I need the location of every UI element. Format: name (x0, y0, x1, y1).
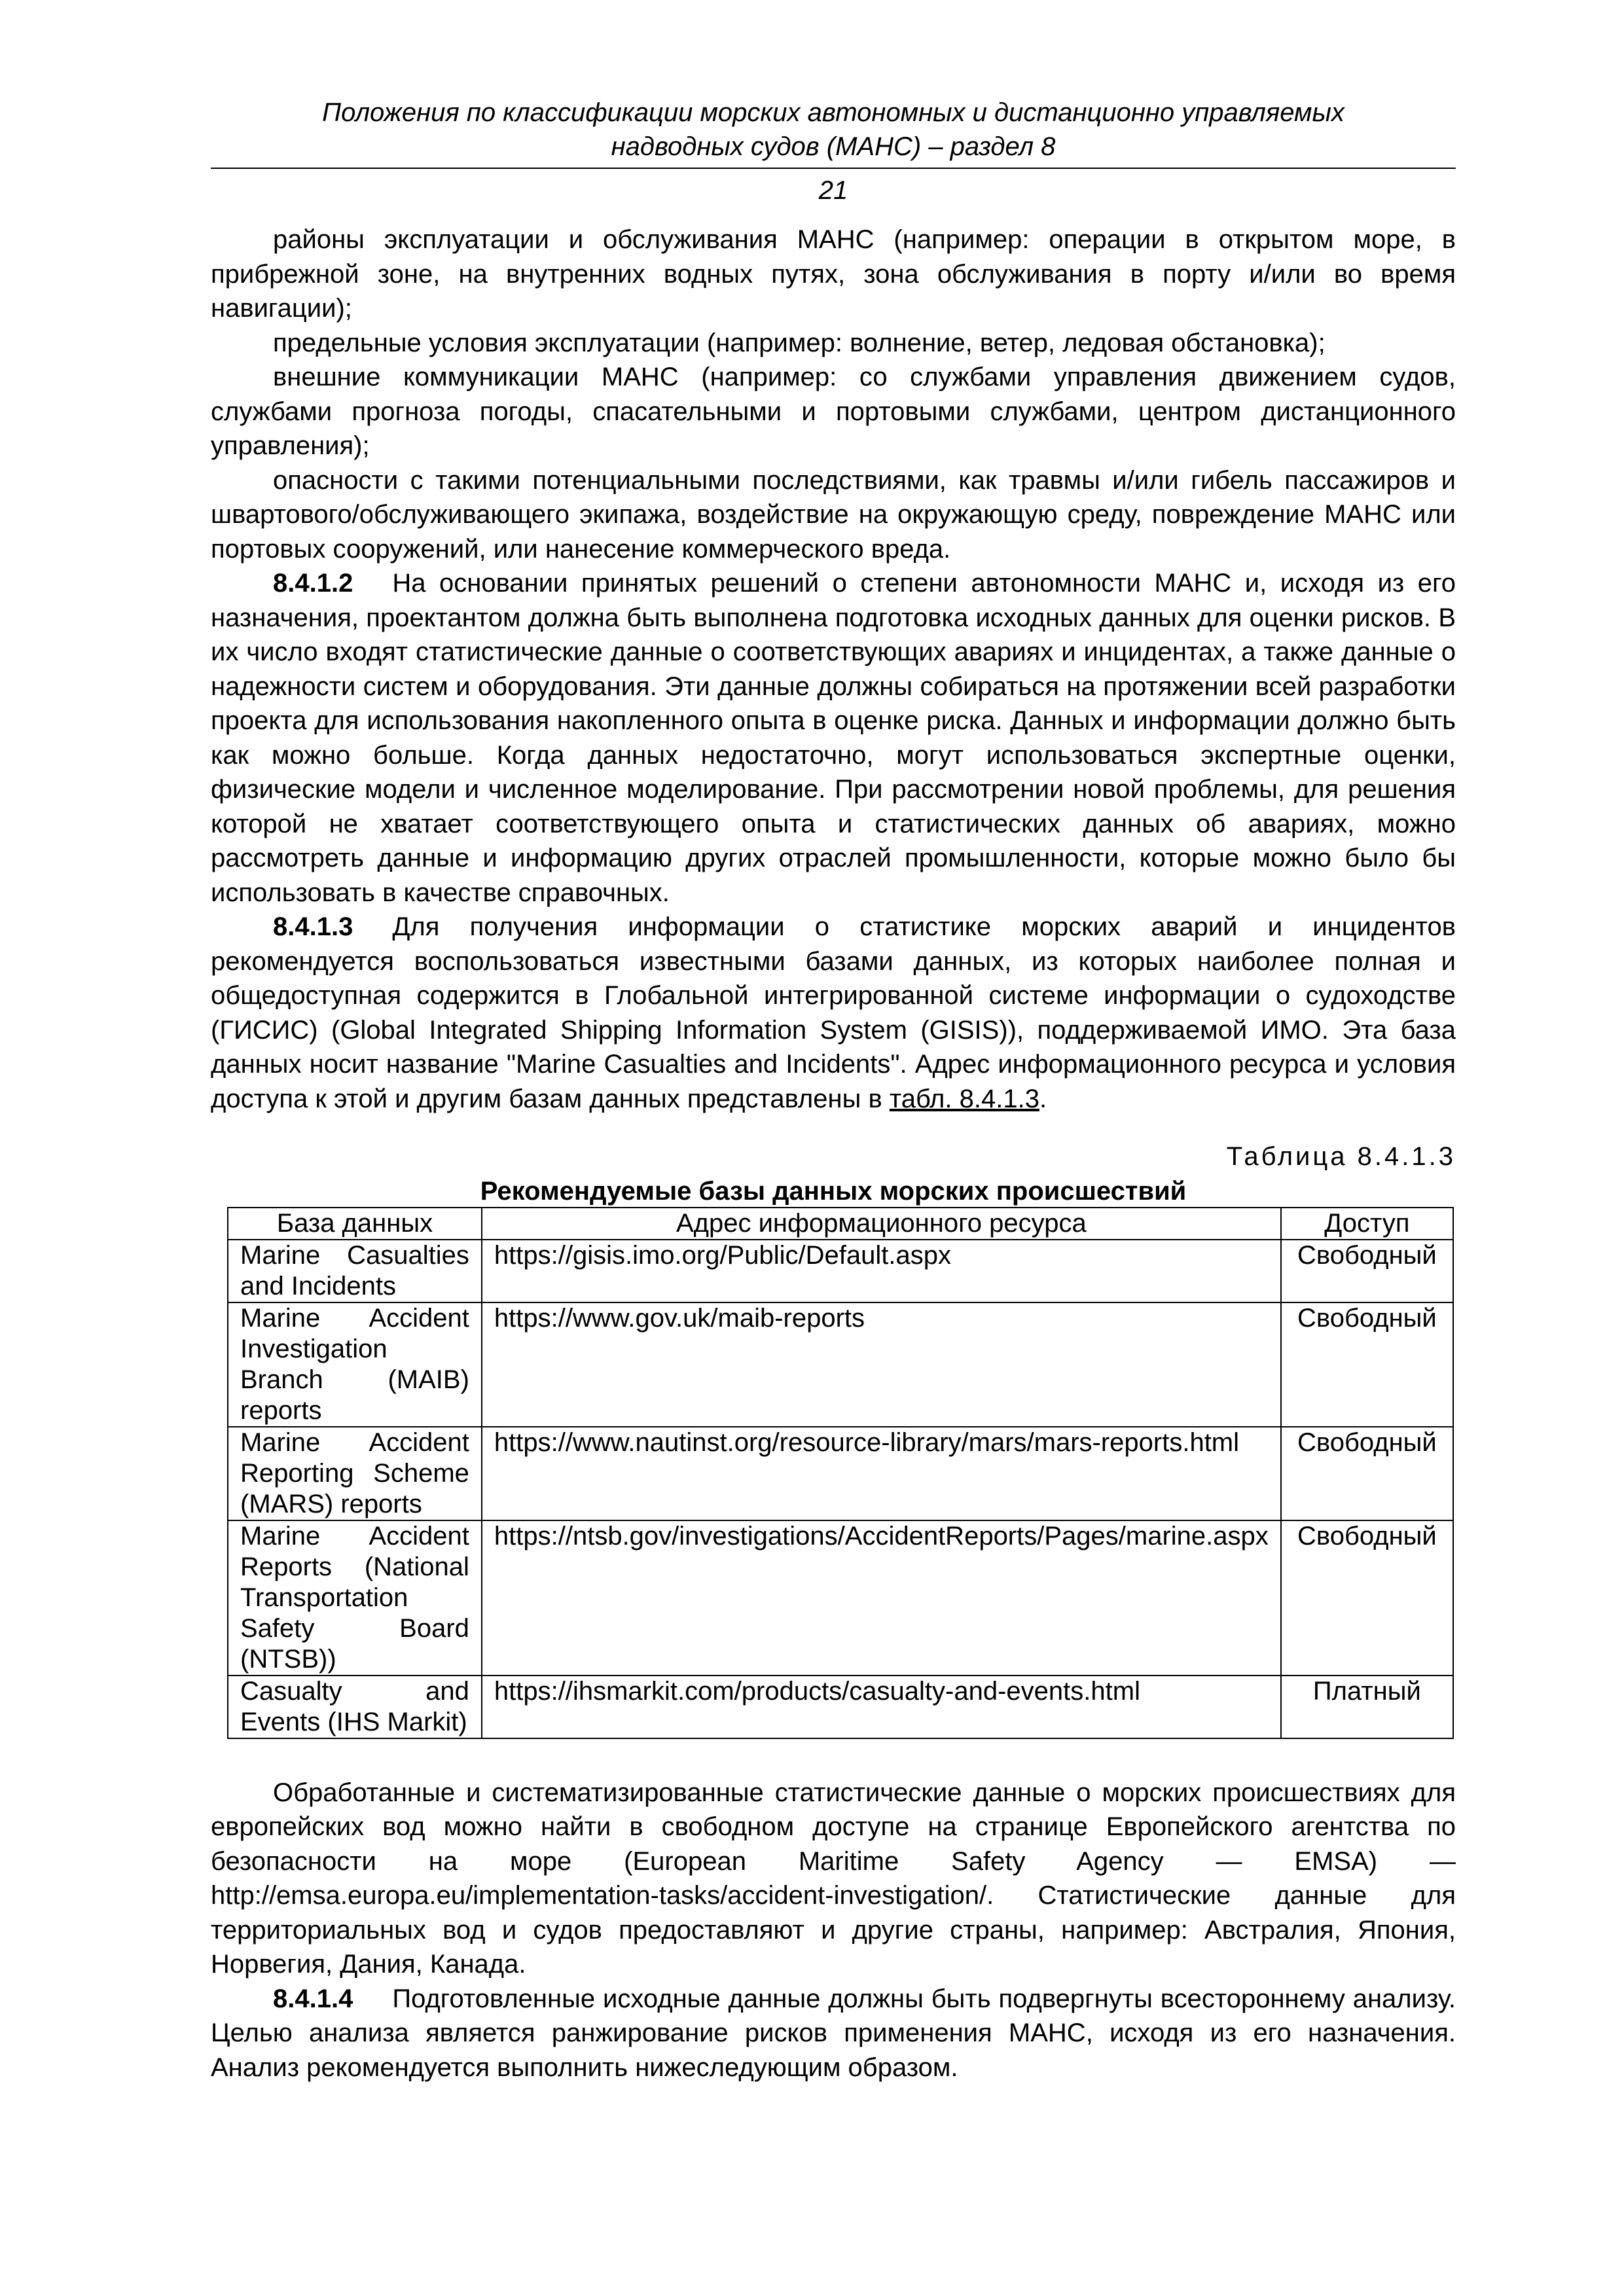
access-type: Свободный (1281, 1520, 1453, 1676)
header-access: Доступ (1281, 1208, 1453, 1240)
access-type: Платный (1281, 1676, 1453, 1738)
access-type: Свободный (1281, 1240, 1453, 1302)
databases-table (227, 1207, 1454, 1739)
header-divider (211, 168, 1456, 169)
table-caption: Таблица 8.4.1.3 (1226, 1142, 1456, 1171)
paragraph-operation-areas: районы эксплуатации и обслуживания МАНС (например: операции в открытом море, в прибрежной зоне, на внутренних водных путях, зона обслуживания в порту и/или во время навигации); (211, 225, 1456, 323)
table-row (228, 1240, 1453, 1302)
paragraph-emsa-statistics: Обработанные и систематизированные статистические данные о морских происшествиях для европейских вод можно найти в свободном доступе на странице Европейского агентства по безопасности на море (European Maritime Safety Agency — EMSA) — http://emsa.europa.eu/implementation-tasks/accident-investigation/. Статистические данные для территориальных вод и судов предоставляют и другие страны, например: Австралия, Япония, Норвегия, Дания, Канада. (211, 1778, 1456, 1979)
section-8-4-1-4 (211, 1982, 1456, 2085)
paragraph-external-communications: внешние коммуникации МАНС (например: со службами управления движением судов, службами прогноза погоды, спасательными и портовыми службами, центром дистанционного управления); (211, 363, 1456, 460)
resource-url[interactable]: https://www.gov.uk/maib-reports (482, 1302, 1281, 1427)
document-body (211, 223, 1456, 2085)
table-row (228, 1302, 1453, 1427)
database-name: Casualty and Events (IHS Markit) (228, 1676, 482, 1738)
header-title-line-2: надводных судов (МАНС) – раздел 8 (611, 132, 1056, 161)
section-text: На основании принятых решений о степени автономности МАНС и, исходя из его назначения, проектантом должна быть выполнена подготовка исходных данных для оценки рисков. В их число входят статистические данные о соответствующих авариях и инцидентах, а также данные о надежности систем и оборудования. Эти данные должны собираться на протяжении всей разработки проекта для использования накопленного опыта в оценке риска. Данных и информации должно быть как можно больше. Когда данных недостаточно, могут использоваться экспертные оценки, физические модели и численное моделирование. При рассмотрении новой проблемы, для решения которой не хватает соответствующего опыта и статистических данных об авариях, можно рассмотреть данные и информацию других отраслей промышленности, которые можно было бы использовать в качестве справочных. (211, 569, 1456, 907)
section-number: 8.4.1.4 (273, 1984, 353, 2013)
section-number: 8.4.1.2 (273, 569, 353, 598)
header-title-line-1: Положения по классификации морских автономных и дистанционно управляемых (322, 98, 1344, 127)
section-end-punctuation: . (1039, 1084, 1047, 1113)
section-8-4-1-2 (211, 566, 1456, 910)
resource-url[interactable]: https://ntsb.gov/investigations/AccidentReports/Pages/marine.aspx (482, 1520, 1281, 1676)
paragraph-hazards: опасности с такими потенциальными последствиями, как травмы и/или гибель пассажиров и швартового/обслуживающего экипажа, воздействие на окружающую среду, повреждение МАНС или портовых сооружений, или нанесение коммерческого вреда. (211, 465, 1456, 564)
resource-url[interactable]: https://gisis.imo.org/Public/Default.aspx (482, 1240, 1281, 1302)
paragraph-operating-limits: предельные условия эксплуатации (например: волнение, ветер, ледовая обстановка); (273, 328, 1326, 357)
section-text: Для получения информации о статистике морских аварий и инцидентов рекомендуется воспользоваться известными базами данных, из которых наиболее полная и общедоступная содержится в Глобальной интегрированной системе информации о судоходстве (ГИСИС) (Global Integrated Shipping Information System (GISIS)), поддерживаемой ИМО. Эта база данных носит название "Marine Casualties and Incidents". Адрес информационного ресурса и условия доступа к этой и другим базам данных представлены в (211, 912, 1456, 1113)
running-header (211, 96, 1456, 164)
section-8-4-1-3 (211, 910, 1456, 1116)
section-text: Подготовленные исходные данные должны быть подвергнуты всестороннему анализу. Целью анализа является ранжирование рисков применения МАНС, исходя из его назначения. Анализ рекомендуется выполнить нижеследующим образом. (211, 1984, 1456, 2082)
database-name: Marine Casualties and Incidents (228, 1240, 482, 1302)
table-header-row (228, 1208, 1453, 1240)
resource-url[interactable]: https://www.nautinst.org/resource-library/mars/mars-reports.html (482, 1427, 1281, 1520)
table-row (228, 1520, 1453, 1676)
section-number: 8.4.1.3 (273, 912, 353, 941)
database-name: Marine Accident Reporting Scheme (MARS) reports (228, 1427, 482, 1520)
header-resource-address: Адрес информационного ресурса (482, 1208, 1281, 1240)
table-title: Рекомендуемые базы данных морских происшествий (480, 1176, 1187, 1206)
header-database: База данных (228, 1208, 482, 1240)
page-number: 21 (818, 176, 848, 205)
table-row (228, 1676, 1453, 1738)
database-name: Marine Accident Reports (National Transportation Safety Board (NTSB)) (228, 1520, 482, 1676)
access-type: Свободный (1281, 1427, 1453, 1520)
table-reference-link[interactable]: табл. 8.4.1.3 (889, 1084, 1039, 1113)
database-name: Marine Accident Investigation Branch (MAIB) reports (228, 1302, 482, 1427)
table-row (228, 1427, 1453, 1520)
resource-url[interactable]: https://ihsmarkit.com/products/casualty-and-events.html (482, 1676, 1281, 1738)
access-type: Свободный (1281, 1302, 1453, 1427)
